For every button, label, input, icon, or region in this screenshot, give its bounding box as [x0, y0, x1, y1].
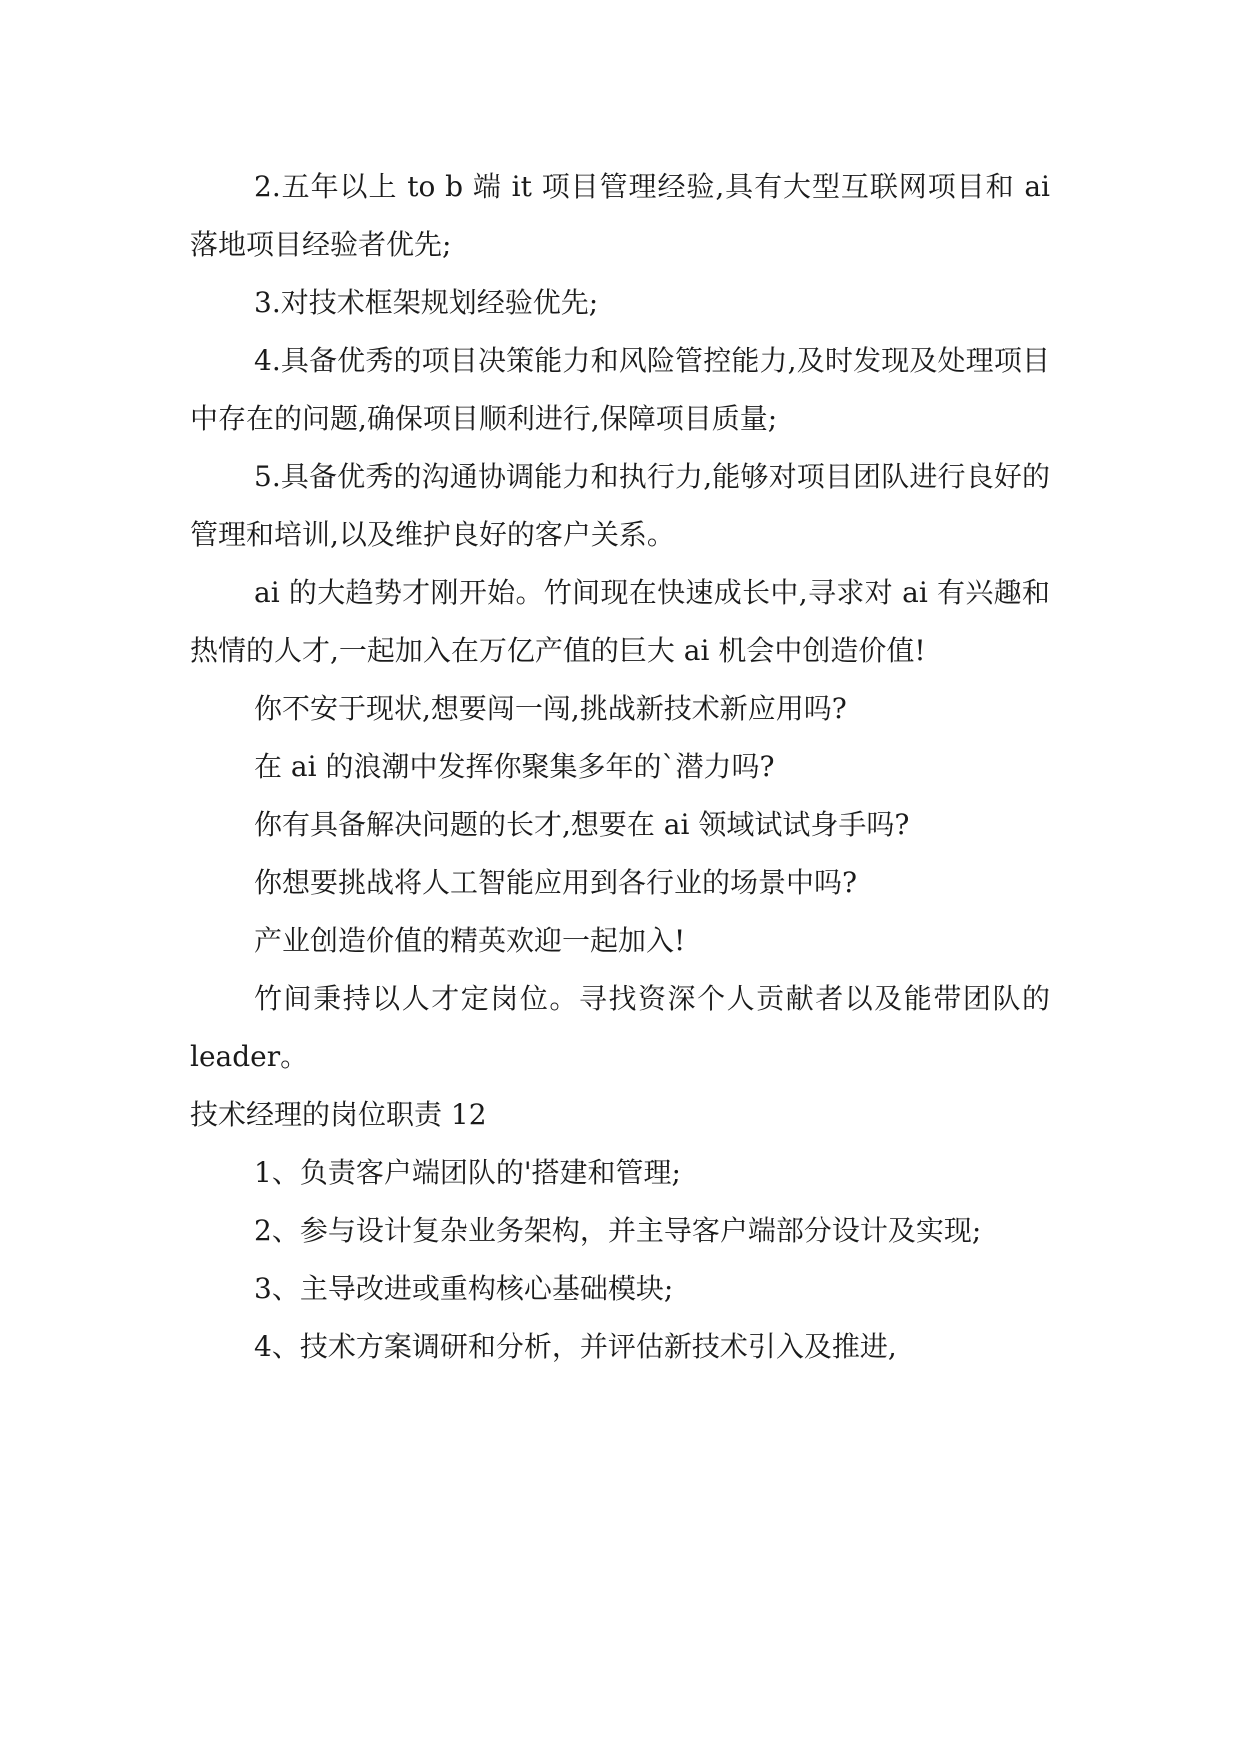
paragraph-question-1: 你不安于现状,想要闯一闯,挑战新技术新应用吗? — [254, 692, 847, 725]
paragraph-question-4: 你想要挑战将人工智能应用到各行业的场景中吗? — [254, 866, 858, 899]
paragraph-duty-2: 2、参与设计复杂业务架构，并主导客户端部分设计及实现; — [254, 1214, 982, 1247]
paragraph-welcome: 产业创造价值的精英欢迎一起加入! — [254, 924, 686, 957]
paragraph-ai-trend: ai 的大趋势才刚开始。竹间现在快速成长中,寻求对 ai 有兴趣和热情的人才,一起加入在万亿产值的巨大 ai 机会中创造价值! — [190, 576, 1050, 667]
paragraph-duty-4: 4、技术方案调研和分析，并评估新技术引入及推进, — [254, 1330, 897, 1363]
paragraph-question-2: 在 ai 的浪潮中发挥你聚集多年的`潜力吗? — [254, 750, 775, 783]
paragraph-requirement-2: 2.五年以上 to b 端 it 项目管理经验,具有大型互联网项目和 ai 落地项目经验者优先; — [190, 170, 1050, 261]
section-heading: 技术经理的岗位职责 12 — [190, 1098, 487, 1131]
paragraph-duty-3: 3、主导改进或重构核心基础模块; — [254, 1272, 674, 1305]
paragraph-requirement-3: 3.对技术框架规划经验优先; — [254, 286, 599, 319]
paragraph-requirement-4: 4.具备优秀的项目决策能力和风险管控能力,及时发现及处理项目中存在的问题,确保项目顺利进行,保障项目质量; — [190, 344, 1050, 435]
paragraph-talent: 竹间秉持以人才定岗位。寻找资深个人贡献者以及能带团队的 leader。 — [190, 982, 1050, 1073]
paragraph-question-3: 你有具备解决问题的长才,想要在 ai 领域试试身手吗? — [254, 808, 910, 841]
paragraph-duty-1: 1、负责客户端团队的'搭建和管理; — [254, 1156, 681, 1189]
paragraph-requirement-5: 5.具备优秀的沟通协调能力和执行力,能够对项目团队进行良好的管理和培训,以及维护良好的客户关系。 — [190, 460, 1050, 551]
document-body — [190, 158, 1050, 1376]
